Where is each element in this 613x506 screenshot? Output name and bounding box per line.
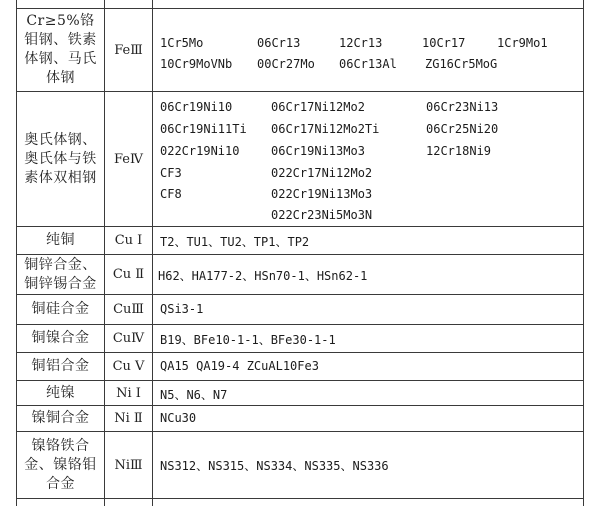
category-cell: 纯铜 — [46, 232, 75, 248]
grade: 022Cr17Ni12Mo2 — [271, 166, 373, 180]
grade: 12Cr18Ni9 — [426, 144, 492, 158]
grade: 06Cr17Ni12Mo2 — [271, 100, 365, 114]
category-line: 金、镍铬钼 — [24, 456, 97, 473]
code-cell: CuⅢ — [113, 302, 144, 317]
grade: CF3 — [160, 166, 182, 180]
category-cell — [17, 432, 104, 498]
code-cell: Ni Ⅰ — [116, 385, 141, 401]
code-cell: Ni Ⅱ — [114, 411, 143, 426]
code-cell: NiⅢ — [114, 457, 143, 473]
grade: 06Cr19Ni10 — [160, 100, 233, 114]
category-line: 素体双相钢 — [24, 169, 97, 186]
grade-list: H62、HA177-2、HSn70-1、HSn62-1 — [158, 269, 368, 283]
grade-list: NCu30 — [160, 411, 197, 425]
category-cell: 铜铝合金 — [31, 358, 90, 374]
category-cell: 纯镍 — [46, 384, 75, 401]
grade: 022Cr19Ni10 — [160, 144, 240, 158]
grade: 10Cr17 — [422, 36, 466, 50]
category-cell — [17, 9, 104, 91]
grade: 022Cr23Ni5Mo3N — [271, 208, 373, 222]
grade: 00Cr27Mo — [257, 57, 315, 71]
grade-list: B19、BFe10-1-1、BFe30-1-1 — [160, 333, 336, 347]
grade: ZG16Cr5MoG — [425, 57, 498, 71]
code-cell: FeⅢ — [114, 42, 143, 58]
grade-list: QSi3-1 — [160, 302, 204, 316]
row-divider — [16, 498, 584, 499]
category-line: Cr≥5%铬 — [26, 13, 95, 29]
category-line: 铜锌锡合金 — [24, 275, 97, 292]
grade: 10Cr9MoVNb — [160, 57, 233, 71]
category-line: 镍铬铁合 — [31, 437, 90, 454]
grade: 12Cr13 — [339, 36, 383, 50]
grade: 06Cr19Ni13Mo3 — [271, 144, 365, 158]
category-line: 奥氏体钢、 — [24, 131, 97, 148]
grade: 1Cr5Mo — [160, 36, 204, 50]
category-cell — [17, 92, 104, 226]
grade: 06Cr19Ni11Ti — [160, 122, 247, 136]
category-line: 铜锌合金、 — [24, 256, 97, 273]
category-line: 体钢 — [46, 70, 75, 86]
grade-list: T2、TU1、TU2、TP1、TP2 — [160, 235, 310, 249]
grade: 06Cr17Ni12Mo2Ti — [271, 122, 380, 136]
code-cell: Cu Ⅰ — [114, 233, 143, 248]
grade: 1Cr9Mo1 — [497, 36, 548, 50]
grade: 06Cr25Ni20 — [426, 122, 499, 136]
grade: CF8 — [160, 187, 182, 201]
category-line: 奥氏体与铁 — [24, 150, 97, 167]
grade: 022Cr19Ni13Mo3 — [271, 187, 373, 201]
grade: 06Cr13Al — [339, 57, 397, 71]
category-cell — [17, 255, 104, 294]
grade: 06Cr13 — [257, 36, 301, 50]
code-cell: Cu Ⅱ — [112, 267, 145, 282]
grade-list: N5、N6、N7 — [160, 388, 228, 402]
grade-list: QA15 QA19-4 ZCuAL10Fe3 — [160, 359, 319, 373]
code-cell: FeⅣ — [114, 151, 143, 167]
category-line: 体钢、马氏 — [24, 51, 97, 67]
category-cell: 镍铜合金 — [31, 410, 90, 426]
category-cell: 铜硅合金 — [31, 301, 90, 317]
category-cell: 铜镍合金 — [31, 330, 90, 346]
code-cell: Cu Ⅴ — [112, 359, 145, 374]
code-cell: CuⅣ — [112, 331, 145, 346]
grade: 06Cr23Ni13 — [426, 100, 499, 114]
category-line: 合金 — [46, 475, 75, 492]
category-line: 钼钢、铁素 — [24, 32, 97, 48]
grade-list: NS312、NS315、NS334、NS335、NS336 — [160, 459, 389, 473]
